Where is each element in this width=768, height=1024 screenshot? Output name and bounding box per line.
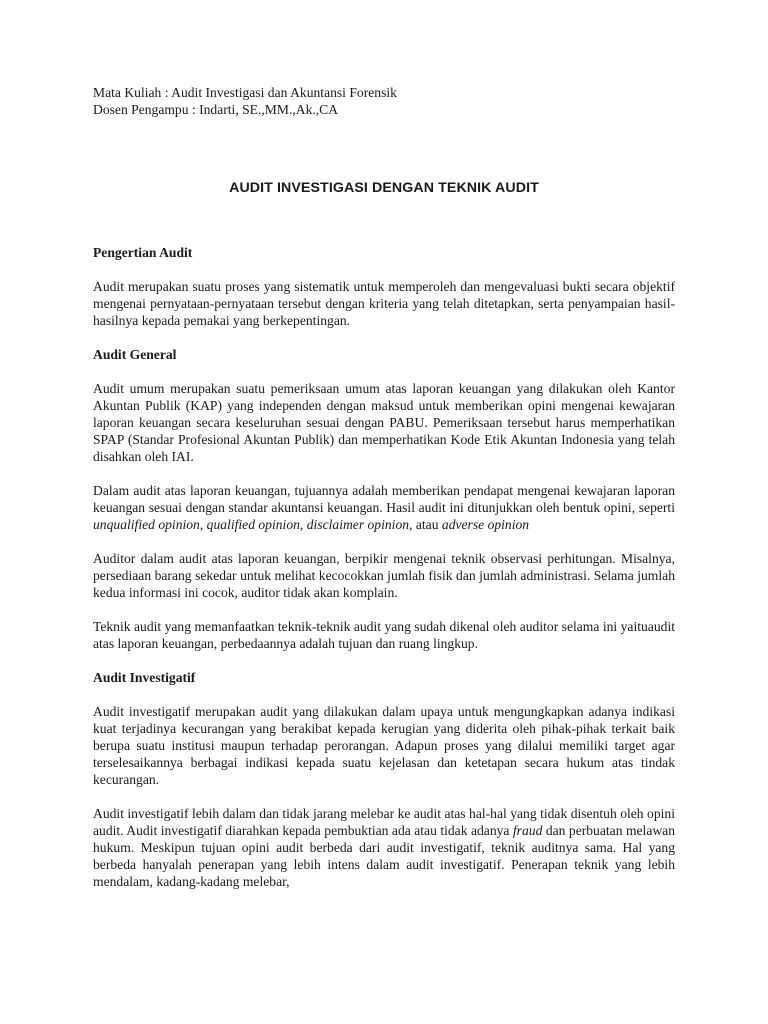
italic-term-disclaimer: disclaimer opinion: [306, 517, 410, 532]
paragraph-pengertian-1: Audit merupakan suatu proses yang sistematik untuk memperoleh dan mengevaluasi bukti secara objektif mengenai pernyataan-pernyataan tersebut dengan kriteria yang telah ditetapkan, serta penyampaian hasil-hasilnya kepada pemakai yang berkepentingan.: [93, 279, 675, 328]
text-run: Dalam audit atas laporan keuangan, tujuannya adalah memberikan pendapat mengenai kewajaran laporan keuangan sesuai dengan standar akuntansi keuangan. Hasil audit ini ditunjukkan oleh bentuk opini, seperti: [93, 483, 675, 515]
italic-term-adverse: adverse opinion: [441, 517, 530, 532]
text-run: dan perbuatan melawan hukum. Meskipun tujuan opini audit berbeda dari audit investigatif, teknik auditnya sama. Hal yang berbeda hanyalah penerapan yang lebih intens dalam audit investigatif. Penerapan teknik yang lebih mendalam, kadang-kadang melebar,: [93, 823, 676, 889]
paragraph-investigatif-2: [93, 805, 675, 890]
paragraph-general-1: Audit umum merupakan suatu pemeriksaan umum atas laporan keuangan yang dilakukan oleh Kantor Akuntan Publik (KAP) yang independen dengan maksud untuk memberikan opini mengenai kewajaran laporan keuangan secara keseluruhan sesuai dengan PABU. Pemeriksaan tersebut harus memperhatikan SPAP (Standar Profesional Akuntan Publik) dan memperhatikan Kode Etik Akuntan Indonesia yang telah disahkan oleh IAI.: [93, 381, 675, 464]
heading-audit-general: Audit General: [93, 347, 177, 362]
course-line: Mata Kuliah : Audit Investigasi dan Akuntansi Forensik: [93, 85, 397, 100]
document-title: AUDIT INVESTIGASI DENGAN TEKNIK AUDIT: [229, 180, 539, 196]
heading-audit-investigatif: Audit Investigatif: [93, 670, 196, 685]
lecturer-line: Dosen Pengampu : Indarti, SE.,MM.,Ak.,CA: [93, 102, 339, 117]
text-run: Audit investigatif lebih dalam dan tidak jarang melebar ke audit atas hal-hal yang tidak disentuh oleh opini audit. Audit investigatif diarahkan kepada pembuktian ada atau tidak adanya: [93, 806, 675, 838]
document-page: [93, 84, 675, 890]
italic-term-fraud: fraud: [512, 823, 543, 838]
paragraph-investigatif-1: Audit investigatif merupakan audit yang dilakukan dalam upaya untuk mengungkapkan adanya indikasi kuat terjadinya kecurangan yang berakibat kepada kerugian yang diderita oleh pihak-pihak terkait baik berupa suatu institusi maupun terhadap perorangan. Adapun proses yang dilalui memiliki target agar terselesaikannya berbagai indikasi kepada suatu kejelasan dan ketetapan secara hukum atas tindak kecurangan.: [93, 704, 675, 787]
text-run: ,: [199, 517, 207, 532]
paragraph-general-4: Teknik audit yang memanfaatkan teknik-teknik audit yang sudah dikenal oleh auditor selama ini yaituaudit atas laporan keuangan, perbedaannya adalah tujuan dan ruang lingkup.: [93, 619, 675, 651]
paragraph-general-2: [93, 482, 675, 533]
italic-term-unqualified: unqualified opinion: [93, 517, 200, 532]
text-run: , atau: [409, 517, 442, 532]
italic-term-qualified: qualified opinion: [206, 517, 300, 532]
heading-pengertian-audit: Pengertian Audit: [93, 245, 193, 260]
paragraph-general-3: Auditor dalam audit atas laporan keuangan, berpikir mengenai teknik observasi perhitungan. Misalnya, persediaan barang sekedar untuk melihat kecocokkan jumlah fisik dan jumlah administrasi. Selama jumlah kedua informasi ini cocok, auditor tidak akan komplain.: [93, 551, 675, 600]
text-run: ,: [299, 517, 307, 532]
